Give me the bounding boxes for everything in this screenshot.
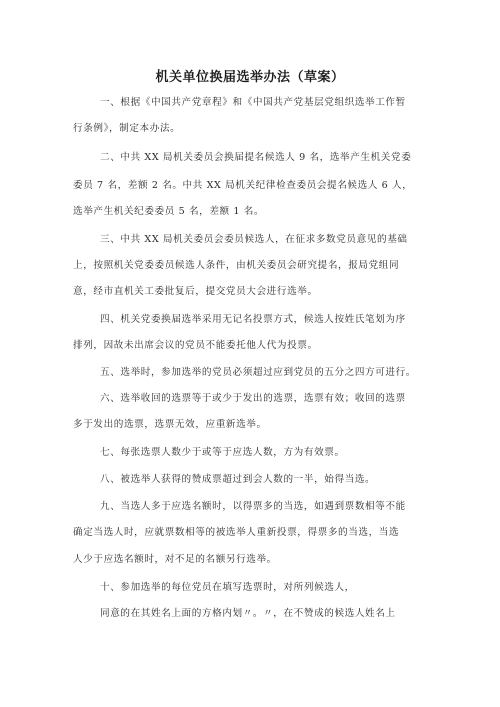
paragraph-1-line-1: 一、根据《中国共产党章程》和《中国共产党基层党组织选举工作暂 bbox=[100, 97, 406, 108]
paragraph-9-line-2: 确定当选人时，应就票数相等的被选举人重新投票，得票多的当选，当选 bbox=[73, 527, 400, 538]
paragraph-3-line-3: 意，经市直机关工委批复后，提交党员大会进行选举。 bbox=[73, 286, 318, 297]
paragraph-2-line-1: 二、中共 XX 局机关委员会换届提名候选人 9 名，选举产生机关党委 bbox=[100, 152, 412, 163]
paragraph-6-line-1: 六、选举收回的选票等于或少于发出的选票，选票有效；收回的选票 bbox=[100, 393, 406, 404]
paragraph-3-line-2: 上，按照机关党委委员候选人条件，由机关委员会研究提名，报局党组同 bbox=[73, 260, 400, 271]
paragraph-8-line-1: 八、被选举人获得的赞成票超过到会人数的一半，始得当选。 bbox=[100, 474, 376, 485]
paragraph-3-line-1: 三、中共 XX 局机关委员会委员候选人，在征求多数党员意见的基础 bbox=[100, 234, 408, 245]
paragraph-2-line-2: 委员 7 名，差额 2 名。中共 XX 局机关纪律检查委员会提名候选人 6 人， bbox=[73, 180, 413, 191]
paragraph-5-line-1: 五、选举时，参加选举的党员必须超过应到党员的五分之四方可进行。 bbox=[100, 367, 417, 378]
paragraph-2-line-3: 选举产生机关纪委委员 5 名，差额 1 名。 bbox=[73, 206, 265, 217]
paragraph-6-line-2: 多于发出的选票，选票无效，应重新选举。 bbox=[73, 419, 267, 430]
paragraph-9-line-3: 人少于应选名额时，对不足的名额另行选举。 bbox=[73, 554, 277, 565]
paragraph-4-line-2: 排列，因故未出席会议的党员不能委托他人代为投票。 bbox=[73, 340, 318, 351]
paragraph-10-line-1: 十、参加选举的每位党员在填写选票时，对所列候选人， bbox=[100, 582, 355, 593]
paragraph-10-line-2: 同意的在其姓名上面的方格内划〃。〃，在不赞成的候选人姓名上 bbox=[100, 608, 396, 619]
document-title: 机关单位换届选举办法（草案） bbox=[155, 70, 345, 85]
paragraph-4-line-1: 四、机关党委换届选举采用无记名投票方式，候选人按姓氏笔划为序 bbox=[100, 314, 406, 325]
paragraph-1-line-2: 行条例》，制定本办法。 bbox=[73, 123, 181, 134]
paragraph-7-line-1: 七、每张选票人数少于或等于应选人数，方为有效票。 bbox=[100, 447, 345, 458]
paragraph-9-line-1: 九、当选人多于应选名额时，以得票多的当选，如遇到票数相等不能 bbox=[100, 501, 406, 512]
